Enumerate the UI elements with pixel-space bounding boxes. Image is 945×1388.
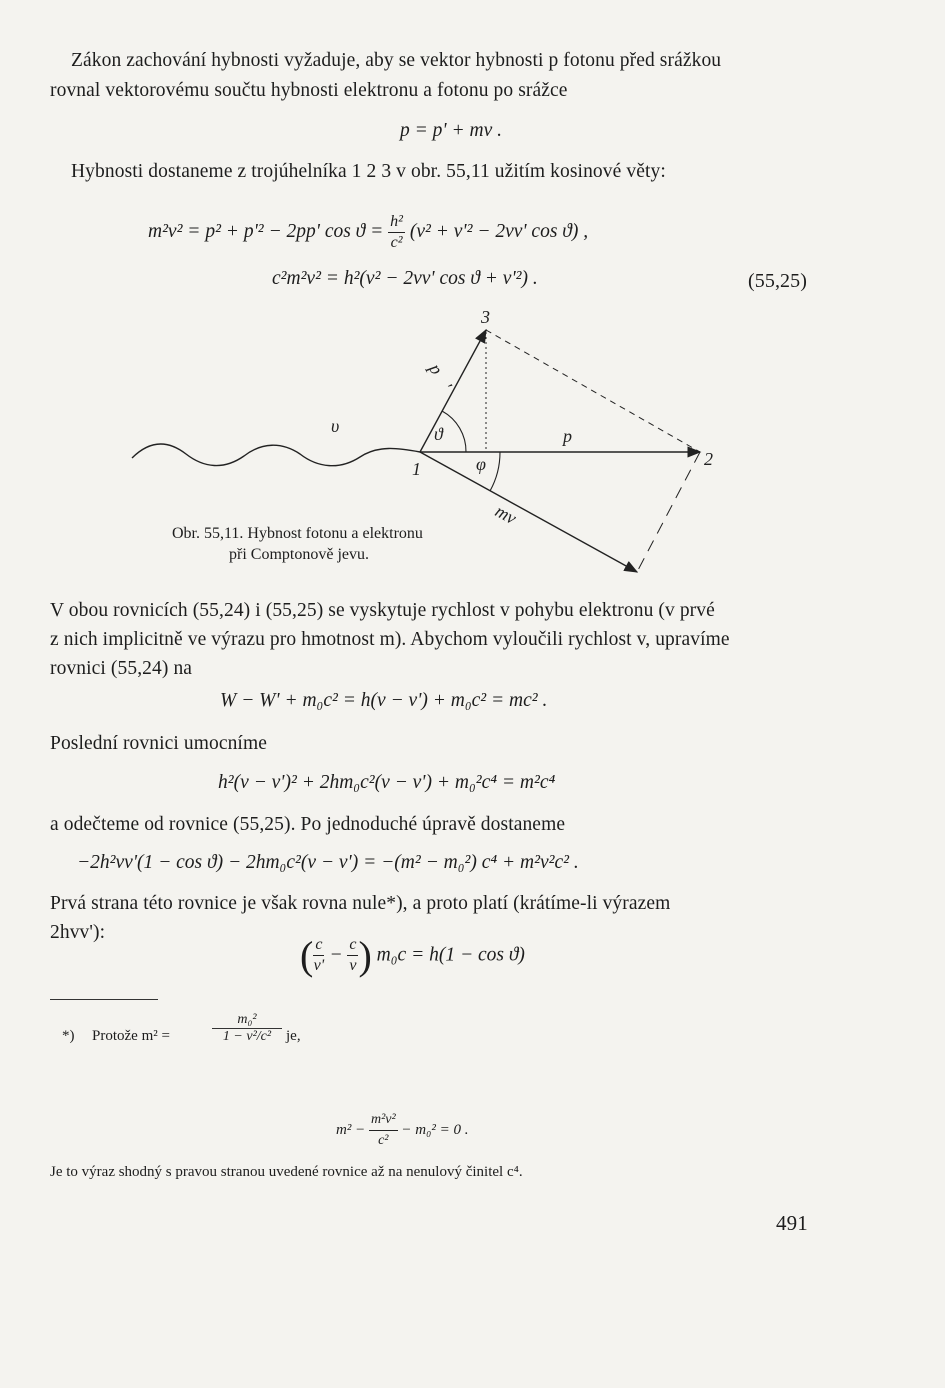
eq7-frac2-num: c: [347, 935, 358, 956]
angle-theta-arc: [442, 411, 466, 452]
label-point1: 1: [412, 459, 421, 479]
eq7-minus: −: [329, 944, 343, 966]
equation-55-25: c²m²v² = h²(v² − 2vv' cos ϑ + v'²) .: [272, 268, 538, 289]
vector-mv: [420, 452, 637, 572]
para3-line2: z nich implicitně ve výrazu pro hmotnost m). Abychom vyloučili rychlost v, upravíme: [50, 629, 730, 650]
para3-line3: rovnici (55,24) na: [50, 658, 193, 679]
label-nu: υ: [331, 416, 340, 436]
footnote-eq-right: − m₀² = 0 .: [401, 1121, 469, 1138]
eq7-frac2-den: v: [349, 957, 357, 974]
eq2-right: (v² + v'² − 2vv' cos ϑ) ,: [409, 220, 589, 242]
footnote-rule: [50, 999, 158, 1000]
figure-caption-line1: Obr. 55,11. Hybnost fotonu a elektronu: [172, 525, 423, 542]
para6-line2: 2hvv'):: [50, 922, 106, 943]
figure-caption-line2: při Comptonově jevu.: [229, 546, 369, 563]
label-mv: mv⃗: [491, 500, 533, 535]
eq2-left: m²v² = p² + p'² − 2pp' cos ϑ =: [148, 220, 384, 242]
footnote-last-line: Je to výraz shodný s pravou stranou uvedené rovnice až na nenulový činitel c⁴.: [50, 1164, 523, 1180]
incoming-photon-wave: [132, 444, 420, 466]
footnote-eq-frac-num: m²v²: [369, 1110, 398, 1131]
footnote-eq-frac-den: c²: [378, 1133, 389, 1148]
footnote-frac-den: 1 − v²/c²: [222, 1029, 272, 1044]
para4: Poslední rovnici umocníme: [50, 733, 267, 754]
footnote-eq-left: m² −: [336, 1121, 366, 1138]
equation-difference: −2h²vv'(1 − cos ϑ) − 2hm₀c²(v − v') = −(m² − m₀²) c⁴ + m²v²c² .: [77, 852, 579, 873]
eq7-frac1-num: c: [313, 935, 324, 956]
footnote-marker: *): [62, 1028, 75, 1044]
para3-line1: V obou rovnicích (55,24) i (55,25) se vyskytuje rychlost v pohybu elektronu (v prvé: [50, 600, 715, 621]
para5: a odečteme od rovnice (55,25). Po jednoduché úpravě dostaneme: [50, 814, 566, 835]
eq2-frac-num: h²: [388, 212, 405, 233]
angle-phi-arc: [490, 452, 500, 491]
equation-squared: h²(v − v')² + 2hm₀c²(v − v') + m₀²c⁴ = m²c⁴: [218, 772, 556, 793]
equation-momentum: p = p' + mv .: [400, 120, 502, 141]
equation-result: ( $\frac{c}{v'}$ − $\frac{c}{v}$ ) m₀c = h(1 − cos ϑ): [300, 933, 525, 978]
eq7-right: m₀c = h(1 − cos ϑ): [376, 944, 525, 966]
label-p-prime: p⃗': [425, 360, 457, 394]
footnote-frac-num: m₀²: [212, 1012, 282, 1029]
dashed-2-bottom: [637, 452, 700, 572]
equation-number-55-25: (55,25): [748, 270, 808, 292]
eq7-frac1-den: v': [313, 957, 325, 974]
label-theta: ϑ: [434, 424, 443, 444]
para1-line1: Zákon zachování hybnosti vyžaduje, aby se vektor hybnosti p fotonu před srážkou: [71, 50, 722, 71]
equation-energy: W − W' + m₀c² = h(v − v') + m₀c² = mc² .: [220, 690, 548, 711]
label-phi: φ: [476, 454, 486, 474]
eq2-frac-den: c²: [390, 234, 403, 251]
page-number: 491: [776, 1211, 808, 1235]
footnote-text2: je,: [286, 1028, 301, 1044]
para1-line2: rovnal vektorovému součtu hybnosti elektronu a fotonu po srážce: [50, 80, 568, 101]
vector-p-prime: [420, 330, 486, 452]
footnote-text1: Protože m² =: [92, 1028, 170, 1044]
label-point2: 2: [704, 449, 713, 469]
label-point3: 3: [481, 307, 490, 327]
dashed-3-2: [486, 330, 700, 452]
para2: Hybnosti dostaneme z trojúhelníka 1 2 3 v obr. 55,11 užitím kosinové věty:: [71, 161, 666, 182]
para6-line1: Prvá strana této rovnice je však rovna nule*), a proto platí (krátíme-li výrazem: [50, 893, 671, 914]
label-p: p⃗: [563, 426, 587, 446]
